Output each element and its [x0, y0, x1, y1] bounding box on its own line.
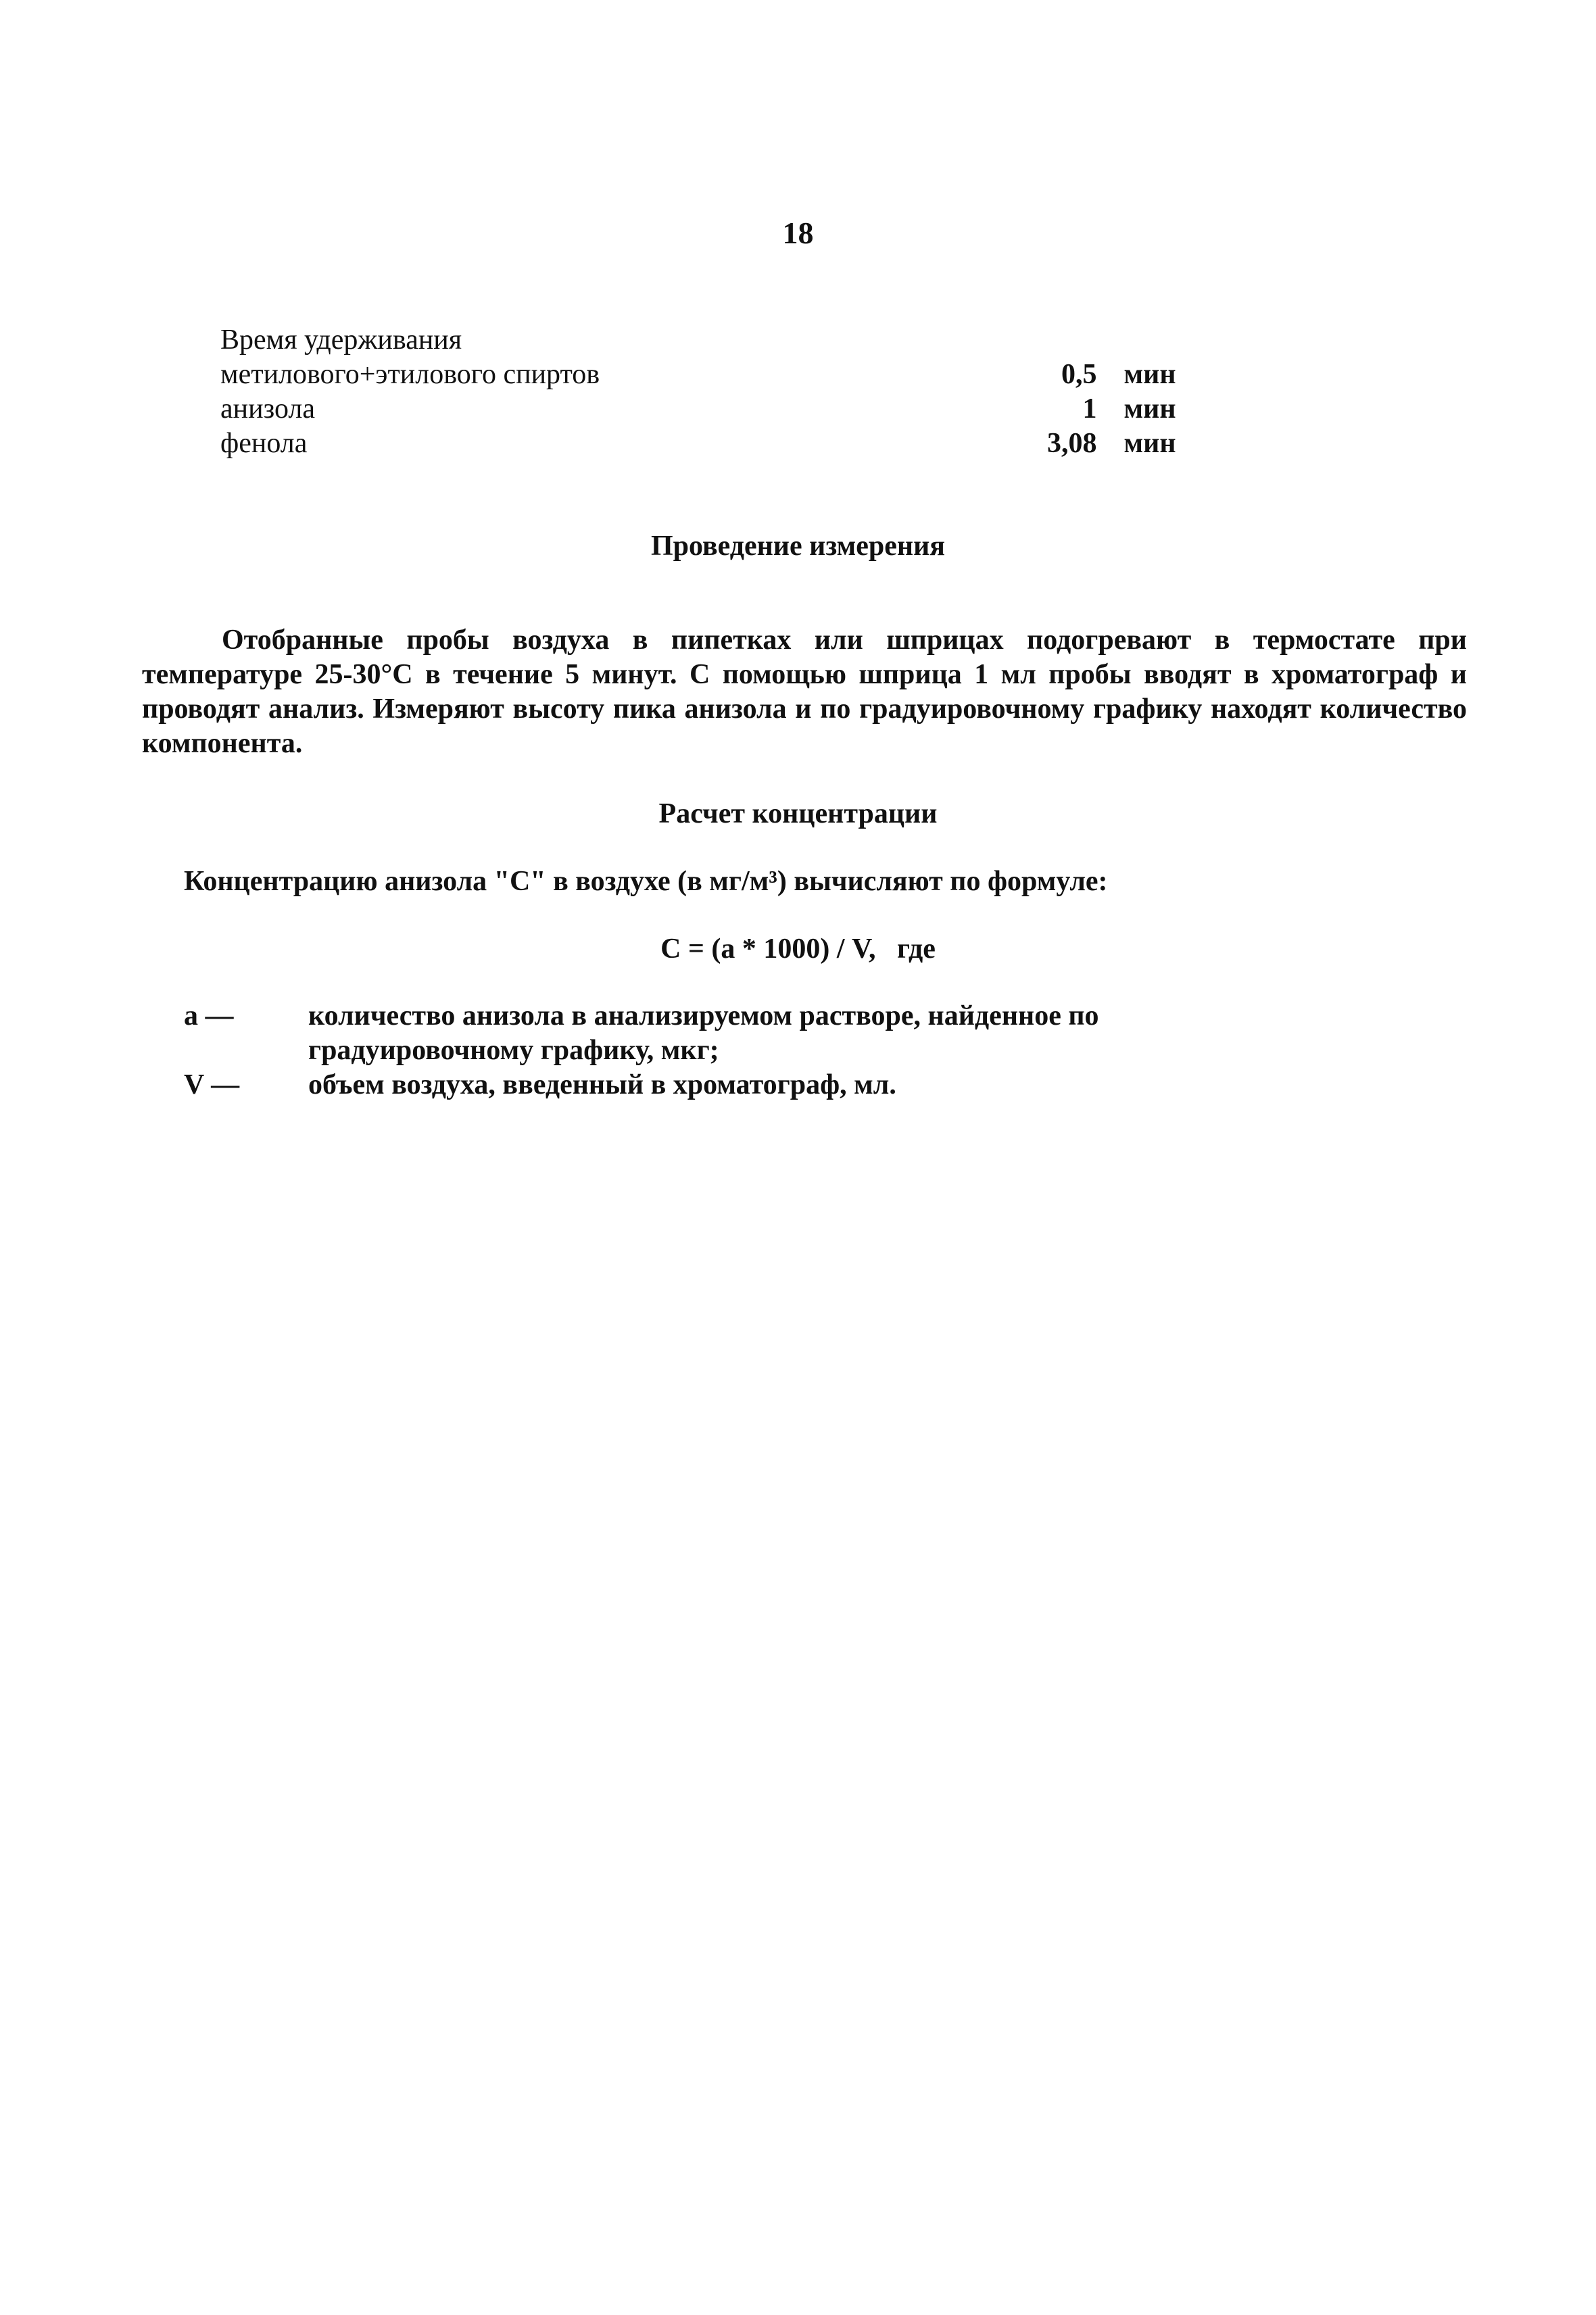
- retention-row: [220, 392, 1201, 427]
- retention-row: [220, 427, 1201, 461]
- retention-row: [220, 358, 1201, 392]
- measurement-heading: Проведение измерения: [650, 531, 946, 562]
- calculation-intro: Концентрацию анизола "С" в воздухе (в мг/м³) вычисляют по формуле:: [184, 866, 1108, 897]
- measurement-paragraph: Отобранные пробы воздуха в пипетках или шприцах подогревают в термостате при температуре 25-30°С в течение 5 минут. С помощью шприца 1 мл пробы вводят в хроматограф и проводят анализ. Измеряют высоту пика анизола и по градуировочному графику находят количество компонента.: [142, 625, 1467, 759]
- retention-unit: мин: [1123, 359, 1176, 390]
- definition-symbol: V —: [184, 1069, 240, 1100]
- retention-name: метилового+этилового спиртов: [220, 359, 600, 390]
- formula-definitions: [184, 999, 1255, 1102]
- retention-title: Время удерживания: [220, 324, 462, 356]
- retention-value: 1: [1082, 393, 1097, 424]
- retention-name: анизола: [220, 393, 315, 424]
- retention-times-block: [220, 323, 1201, 461]
- page-number: 18: [782, 216, 814, 250]
- retention-name: фенола: [220, 428, 308, 459]
- definition-text: количество анизола в анализируемом растворе, найденное по градуировочному графику, мкг;: [308, 1000, 1099, 1066]
- definition-row: [184, 999, 1255, 1068]
- retention-value: 3,08: [1047, 428, 1097, 459]
- definition-text: объем воздуха, введенный в хроматограф, мл.: [308, 1069, 896, 1100]
- definition-row: [184, 1068, 1255, 1102]
- retention-value: 0,5: [1061, 359, 1097, 390]
- concentration-formula: С = (а * 1000) / V, где: [660, 933, 936, 965]
- calculation-heading: Расчет концентрации: [658, 798, 938, 829]
- retention-unit: мин: [1123, 428, 1176, 459]
- definition-symbol: а —: [184, 1000, 234, 1031]
- retention-unit: мин: [1123, 393, 1176, 424]
